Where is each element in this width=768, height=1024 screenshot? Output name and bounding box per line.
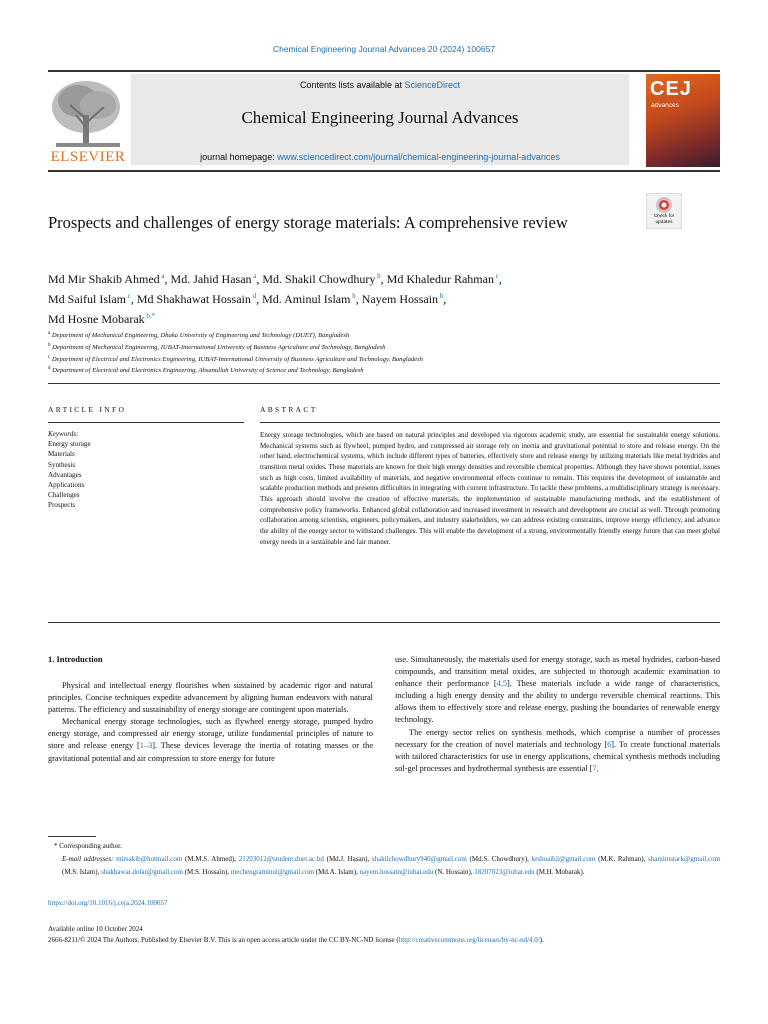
license-suffix: ). [539, 936, 544, 944]
abstract-rule [260, 422, 720, 423]
footnote-rule [48, 836, 96, 837]
affiliation-key: a [48, 331, 51, 336]
author-name[interactable] [48, 272, 165, 286]
affiliation-list [48, 329, 720, 376]
email-owner: (N. Hossain), [433, 868, 475, 877]
author-affiliation-marker[interactable]: a [251, 272, 257, 280]
keyword-item: Energy storage [48, 440, 91, 449]
keyword-item: Synthesis [48, 460, 76, 469]
section-rule [48, 383, 720, 384]
author-name-text: Md Khaledur Rahman [386, 272, 494, 286]
contents-lists-line [131, 80, 629, 90]
email-owner: (Md.S. Chowdhury), [466, 855, 532, 864]
author-name[interactable] [387, 272, 499, 286]
keyword-item: Advantages [48, 470, 82, 479]
intro-paragraph-2 [48, 716, 373, 764]
author-name[interactable] [137, 292, 256, 306]
intro-p2-text-b: ]. These devices leverage the inertia of rotating masses or the gravitational potential and air compression to store energy for future [48, 741, 373, 763]
homepage-link[interactable]: www.sciencedirect.com/journal/chemical-engineering-journal-advances [277, 152, 560, 162]
email-link[interactable]: shakilchowdhury940@gmail.com [371, 855, 467, 864]
affiliation-text: Department of Mechanical Engineering, IUBAT-International University of Business Agriculture and Technology, Bangladesh [50, 343, 386, 351]
author-name-text: Md Shakhawat Hossain [136, 292, 251, 306]
affiliation-text: Department of Electrical and Electronics Engineering, Ahsanullah University of Science and Technology, Bangladesh [50, 367, 364, 375]
introduction-heading: 1. Introduction [48, 654, 103, 664]
affiliation-text: Department of Mechanical Engineering, Dhaka University of Engineering and Technology (DUET), Bangladesh [50, 332, 350, 340]
journal-name: Chemical Engineering Journal Advances [241, 108, 519, 127]
availability-block [48, 924, 720, 946]
elsevier-logo[interactable] [48, 75, 128, 165]
check-for-updates-button[interactable] [646, 193, 682, 229]
doi-link[interactable]: https://doi.org/10.1016/j.ceja.2024.100657 [48, 899, 168, 907]
author-name-text: Md Hosne Mobarak [48, 312, 145, 326]
license-prefix: 2666-8211/© 2024 The Authors. Published by Elsevier B.V. This is an open access article under the CC BY-NC-ND license ( [48, 936, 399, 944]
journal-citation[interactable]: Chemical Engineering Journal Advances 20 (2024) 100657 [272, 44, 496, 54]
email-owner: (Md.A. Islam), [314, 868, 360, 877]
intro-p4-text-b: ]. To create functional materials with tailored characteristics for use in energy applications, chemical synthesis methods including sol-gel processes and hydrothermal synthesis are essential [ [395, 739, 720, 773]
citation-link[interactable]: 7, [592, 763, 599, 773]
affiliation-item [48, 341, 720, 353]
footnotes [48, 840, 720, 880]
intro-p3-text-b: ]. These materials include a wide range of characteristics, including a high energy density and the ability to undergo reversible chemical reactions. This allows them to effectively store and release energy, pushing the boundaries of renewable energy technology. [395, 679, 720, 725]
section-rule-2 [48, 622, 720, 623]
affiliation-item [48, 329, 720, 341]
article-info-heading: ARTICLE INFO [48, 405, 127, 414]
email-link[interactable]: nayem.hossain@iubat.edu [359, 868, 434, 877]
author-affiliation-marker[interactable]: b [438, 292, 444, 300]
check-updates-label: Check for updates [653, 214, 675, 225]
abstract-heading: ABSTRACT [260, 405, 318, 414]
author-affiliation-marker[interactable]: b [375, 272, 381, 280]
author-affiliation-marker[interactable]: b [350, 292, 356, 300]
email-owner: (M.M.S. Ahmed), [182, 855, 239, 864]
intro-paragraph-4 [395, 727, 720, 775]
keyword-item: Prospects [48, 501, 76, 510]
available-online: Available online 10 October 2024 [48, 925, 143, 933]
author-name-text: Md. Shakil Chowdhury [262, 272, 376, 286]
author-name-text: Nayem Hossain [361, 292, 439, 306]
author-affiliation-marker[interactable]: c [493, 272, 499, 280]
keyword-item: Challenges [48, 491, 80, 500]
author-list: Md Mir Shakib Ahmed $^a$, Md. Jahid Hasan $^a$, Md. Shakil Chowdhury $^b$, Md Khaledur Rahman $^c$, Md Saiful Islam $^c$, Md Shakhawat Hossain $^d$, Md. Aminul Islam $^b$, Nayem Hossain $^b$, Md Hosne Mobarak $^{b,*}$ [48, 272, 502, 326]
author-name[interactable] [362, 292, 444, 306]
elsevier-wordmark: ELSEVIER [50, 149, 126, 165]
license-link[interactable]: http://creativecommons.org/licenses/by-nc-nd/4.0/ [398, 936, 540, 944]
author-name[interactable] [262, 272, 380, 286]
author-name[interactable] [48, 312, 155, 326]
email-link[interactable]: krshoaib2@gmail.com [531, 855, 596, 864]
intro-p4-text-a: The energy sector relies on synthesis methods, which comprise a number of processes necessary for the creation of novel materials and technology [ [395, 727, 720, 749]
author-name[interactable] [171, 272, 257, 286]
article-title: Prospects and challenges of energy storage materials: A comprehensive review [48, 213, 568, 232]
contents-lists-prefix: Contents lists available at [299, 80, 405, 90]
email-link[interactable]: mechengraminul@gmail.com [230, 868, 315, 877]
intro-paragraph-3 [395, 654, 720, 727]
email-link[interactable]: mirsakib@hotmail.com [116, 855, 183, 864]
intro-p2-text-a: Mechanical energy storage technologies, such as flywheel energy storage, pumped hydro energy storage, and compressed air energy storage, utilize fundamental principles of nature to store and release energy [ [48, 717, 373, 751]
email-owner: (M.S. Islam), [62, 868, 102, 877]
keywords-list [48, 439, 244, 510]
email-link[interactable]: 21203012@student.duet.ac.bd [238, 855, 324, 864]
author-name-text: Md Mir Shakib Ahmed [48, 272, 160, 286]
keywords-block [48, 429, 244, 511]
top-rule [48, 70, 720, 72]
corresponding-author-note: * Corresponding author. [54, 842, 122, 850]
keywords-label: Keywords: [48, 430, 79, 438]
email-owner: (M.K. Rahman), [595, 855, 649, 864]
author-name-text: Md. Jahid Hasan [170, 272, 252, 286]
affiliation-item [48, 353, 720, 365]
affiliation-key: c [48, 354, 51, 360]
author-affiliation-marker[interactable]: b,* [144, 312, 156, 320]
homepage-label: journal homepage: [200, 152, 278, 162]
affiliation-key: d [48, 366, 51, 372]
cover-subtitle: advances [651, 102, 679, 109]
author-affiliation-marker[interactable]: a [159, 272, 165, 280]
email-label: E-mail addresses: [62, 855, 117, 864]
intro-p3-text-a: use. Simultaneously, the materials used for energy storage, such as metal hydrides, carbon-based compounds, and transition metal oxides, are subjected to thorough academic examination to enhance their performance [ [395, 655, 720, 689]
cover-title: CEJ [650, 78, 692, 100]
author-name-text: Md Saiful Islam [48, 292, 126, 306]
article-info-rule [48, 422, 244, 423]
author-affiliation-marker[interactable]: d [250, 292, 257, 300]
author-affiliation-marker[interactable]: c [126, 292, 131, 300]
keyword-item: Applications [48, 481, 85, 490]
author-name[interactable] [48, 292, 131, 306]
affiliation-item [48, 364, 720, 376]
email-link[interactable]: 18207023@iubat.edu [474, 868, 535, 877]
citation-link[interactable]: 6 [607, 739, 612, 749]
email-owner: (M.H. Mobarak). [534, 868, 585, 877]
author-name-text: Md. Aminul Islam [262, 292, 351, 306]
citation-link[interactable]: 4,5 [496, 679, 508, 689]
license-line [48, 935, 720, 946]
abstract-text: Energy storage technologies, which are based on natural principles and developed via rigorous academic study, are essential for sustainable energy solutions. Mechanical systems such as flywheel, pumped hydro, and compressed air storage rely on inertia and gravitational potential to store and release energy. On the other hand, electrochemical systems, which include different types of batteries, effectively store and release energy by utilizing materials like metal hydrides and transition metal oxides. These materials are known for their high energy densities and reversible chemical properties. Although they have shown potential, issues such as high costs, limited availability of materials, and negative environmental effects continue to remain. This requires the development of sustainable and scalable production methods and presents difficulties in integrating with current infrastructure. To tackle these problems, a multidisciplinary strategy is necessary. This approach should involve the creation of effective materials, the implementation of sustainable manufacturing methods, and the establishment of comprehensive policy frameworks. Enhanced global collaboration and increased investment in research and development are crucial as well. Through promoting collaboration among scientists, engineers, policymakers, and industry stakeholders, we can address existing constraints, improve energy efficiency, and advance the ability of the energy sector to withstand challenges. This will enable the development of a strong, environmentally friendly energy future that can meet global energy needs in a sustainable and fair manner. [260, 431, 720, 546]
email-owner: (M.S. Hossain), [182, 868, 231, 877]
header-bottom-rule [48, 170, 720, 172]
affiliation-text: Department of Electrical and Electronics Engineering, IUBAT-International University of Business Agriculture and Technology, Bangladesh [50, 355, 423, 363]
journal-cover[interactable] [646, 74, 720, 167]
journal-homepage-line [131, 152, 629, 162]
intro-paragraph-1: Physical and intellectual energy flourishes when sustained by academic rigor and natural principles. Concise techniques expedite advancement by aligning human endeavors with natural patterns. The efficiency and sustainability of energy storage are contingent upon materials. [48, 681, 373, 715]
keyword-item: Materials [48, 450, 75, 459]
sciencedirect-link[interactable]: ScienceDirect [404, 80, 461, 90]
citation-link[interactable]: 1–3 [139, 741, 153, 751]
body-column-right [395, 654, 720, 775]
email-link[interactable]: shamimstark@gmail.com [648, 855, 721, 864]
author-name[interactable] [262, 292, 356, 306]
email-addresses [48, 853, 720, 879]
body-column-left [48, 680, 373, 765]
affiliation-key: b [48, 342, 51, 348]
email-owner: (Md.J. Hasan), [323, 855, 372, 864]
email-link[interactable]: shakhawat.dolar@gmail.com [101, 868, 183, 877]
